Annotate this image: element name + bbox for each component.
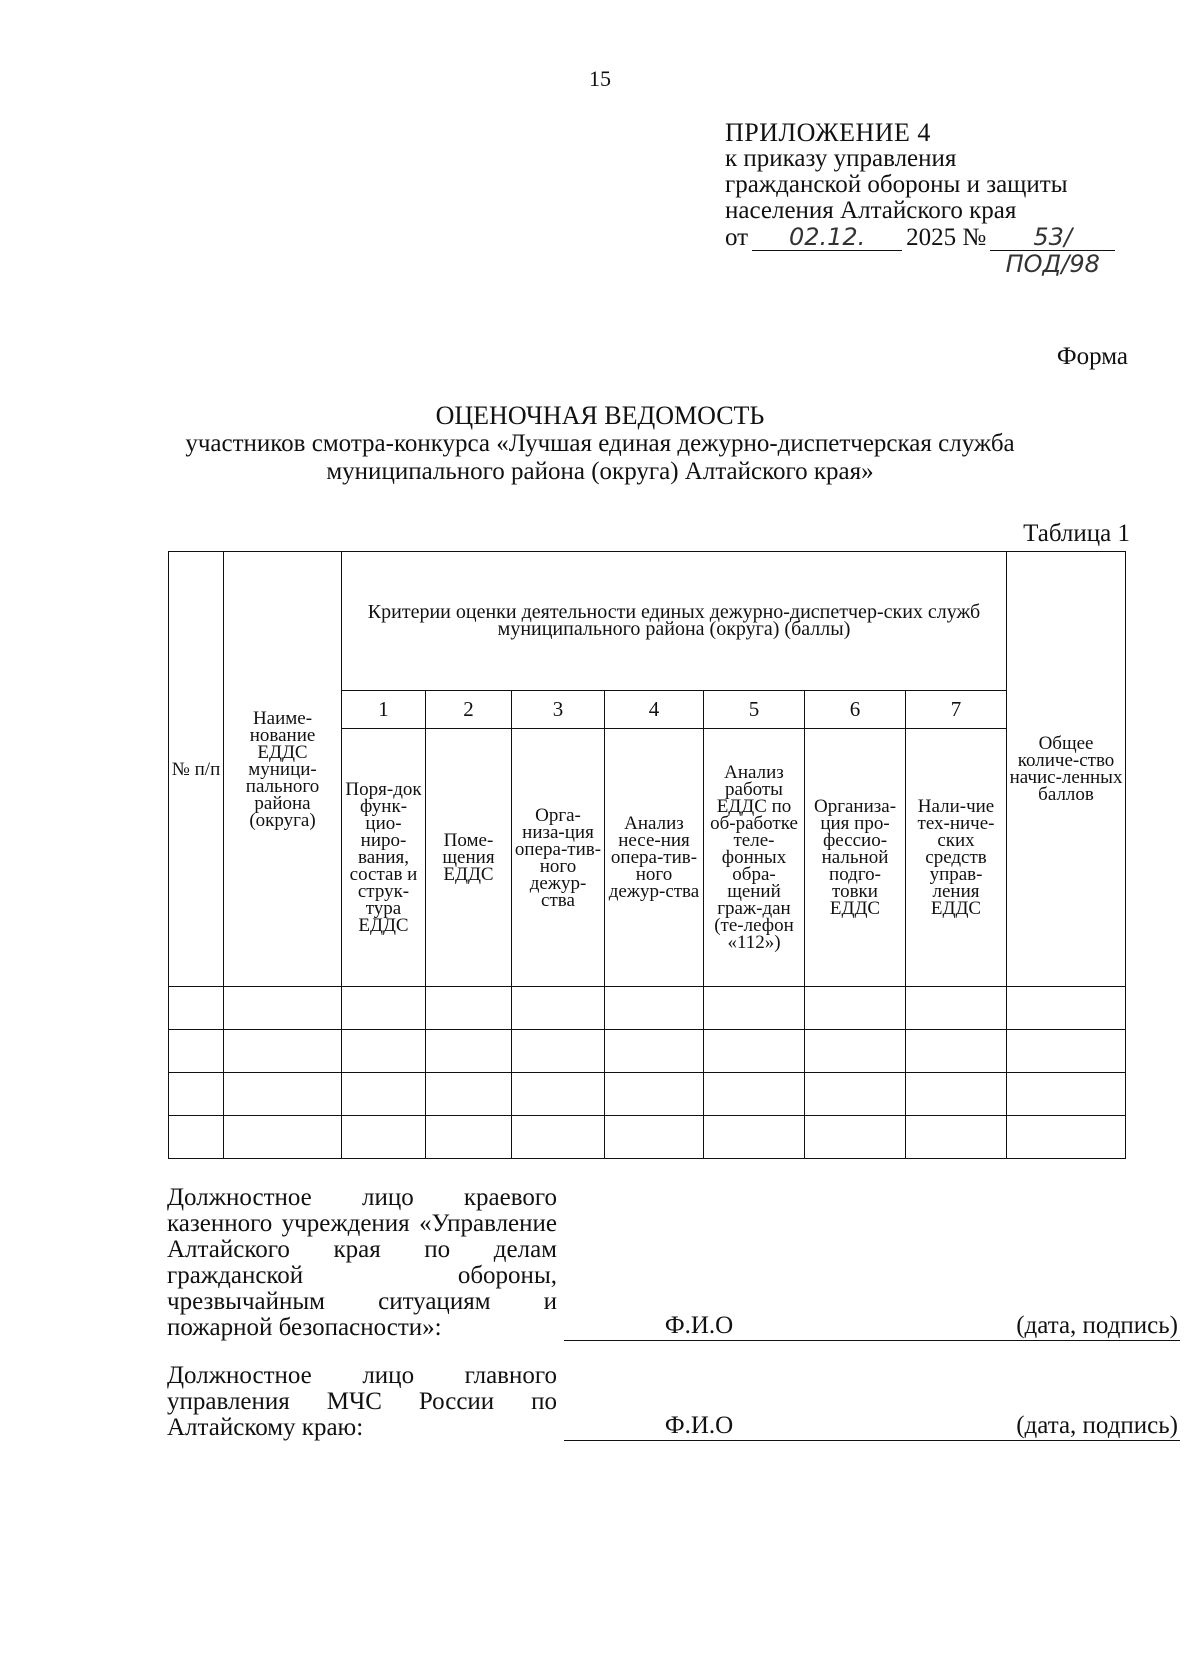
table-cell[interactable]	[704, 1030, 805, 1073]
signatory-position: Должностное лицо главного управления МЧС России по Алтайскому краю:	[167, 1362, 557, 1441]
header-criteria: Критерии оценки деятельности единых дежурно-диспетчер-ских служб муниципального района (округа) (баллы)	[342, 552, 1007, 691]
criterion-number: 5	[704, 691, 805, 729]
page-number: 15	[589, 66, 611, 91]
year-label: 2025 №	[906, 224, 987, 251]
table-cell[interactable]	[426, 1116, 512, 1159]
table-cell[interactable]	[169, 1073, 224, 1116]
appendix-title: ПРИЛОЖЕНИЕ 4	[725, 118, 931, 147]
date-signature-label: (дата, подпись)	[1016, 1312, 1178, 1339]
table-cell[interactable]	[342, 987, 426, 1030]
table-cell[interactable]	[704, 1073, 805, 1116]
table-cell[interactable]	[426, 1073, 512, 1116]
criterion-name: Поря-док функ-цио-ниро-вания, состав и струк-тура ЕДДС	[342, 729, 426, 987]
criterion-name: Поме-щения ЕДДС	[426, 729, 512, 987]
document-heading: ОЦЕНОЧНАЯ ВЕДОМОСТЬ	[435, 401, 765, 430]
table-cell[interactable]	[512, 1073, 605, 1116]
table-cell[interactable]	[1007, 1073, 1126, 1116]
table-cell[interactable]	[805, 1073, 906, 1116]
table-cell[interactable]	[342, 1116, 426, 1159]
table-cell[interactable]	[224, 1030, 342, 1073]
order-date-handwritten: 02.12.	[788, 223, 866, 251]
signatory-position: Должностное лицо краевого казенного учреждения «Управление Алтайского края по делам гражданской обороны, чрезвычайным ситуациям и пожарной безопасности»:	[167, 1184, 557, 1341]
table-cell[interactable]	[342, 1073, 426, 1116]
header-col-total: Общее количе-ство начис-ленных баллов	[1007, 552, 1126, 987]
criterion-number: 4	[605, 691, 704, 729]
document-title	[0, 402, 1200, 486]
criterion-name: Нали-чие тех-ниче-ских средств управ-ления ЕДДС	[906, 729, 1007, 987]
criterion-number: 3	[512, 691, 605, 729]
table-cell[interactable]	[169, 1030, 224, 1073]
table-cell[interactable]	[906, 987, 1007, 1030]
table-cell[interactable]	[426, 987, 512, 1030]
table-label: Таблица 1	[1023, 520, 1130, 547]
form-label: Форма	[1056, 343, 1128, 370]
criterion-number: 7	[906, 691, 1007, 729]
table-row	[169, 987, 1126, 1030]
signature-line[interactable]	[564, 1413, 1180, 1441]
order-number-handwritten: 53/ПОД/98	[1005, 223, 1100, 278]
table-cell[interactable]	[512, 987, 605, 1030]
table-cell[interactable]	[169, 987, 224, 1030]
table-cell[interactable]	[224, 1116, 342, 1159]
table-cell[interactable]	[512, 1030, 605, 1073]
document-subtitle-line-1: участников смотра-конкурса «Лучшая единая дежурно-диспетчерская служба	[185, 430, 1015, 457]
criterion-name: Анализ несе-ния опера-тив-ного дежур-ства	[605, 729, 704, 987]
appendix-line-2: гражданской обороны и защиты	[725, 171, 1068, 198]
table-cell[interactable]	[906, 1116, 1007, 1159]
criterion-number: 1	[342, 691, 426, 729]
table-cell[interactable]	[1007, 1116, 1126, 1159]
fio-label: Ф.И.О	[664, 1412, 734, 1439]
appendix-line-3: населения Алтайского края	[725, 197, 1017, 224]
table-cell[interactable]	[704, 987, 805, 1030]
date-signature-label: (дата, подпись)	[1016, 1412, 1178, 1439]
rating-table	[168, 551, 1126, 1159]
document-subtitle-line-2: муниципального района (округа) Алтайского края»	[326, 458, 874, 485]
order-number-field	[990, 223, 1115, 278]
table-cell[interactable]	[426, 1030, 512, 1073]
table-cell[interactable]	[605, 1073, 704, 1116]
table-cell[interactable]	[605, 1116, 704, 1159]
table-cell[interactable]	[805, 1116, 906, 1159]
order-date-field	[752, 224, 902, 251]
table-cell[interactable]	[605, 1030, 704, 1073]
appendix-line-1: к приказу управления	[725, 145, 957, 172]
criterion-name: Анализ работы ЕДДС по об-работке теле-фонных обра-щений граж-дан (те-лефон «112»)	[704, 729, 805, 987]
signature-line[interactable]	[564, 1313, 1180, 1341]
table-cell[interactable]	[1007, 1030, 1126, 1073]
table-cell[interactable]	[805, 987, 906, 1030]
table-row	[169, 1073, 1126, 1116]
table-row	[169, 1030, 1126, 1073]
signature-block-regional	[167, 1185, 1180, 1341]
order-reference	[725, 223, 1165, 278]
criterion-name: Орга-низа-ция опера-тив-ного дежур-ства	[512, 729, 605, 987]
table-cell[interactable]	[224, 987, 342, 1030]
signature-block-mchs	[167, 1363, 1180, 1441]
criterion-name: Организа-ция про-фессио-нальной подго-товки ЕДДС	[805, 729, 906, 987]
criterion-number: 6	[805, 691, 906, 729]
header-row-criteria	[169, 552, 1126, 691]
table-cell[interactable]	[805, 1030, 906, 1073]
table-cell[interactable]	[1007, 987, 1126, 1030]
table-cell[interactable]	[224, 1073, 342, 1116]
criterion-number: 2	[426, 691, 512, 729]
table-row	[169, 1116, 1126, 1159]
table-cell[interactable]	[512, 1116, 605, 1159]
table-cell[interactable]	[704, 1116, 805, 1159]
table-cell[interactable]	[906, 1030, 1007, 1073]
header-col-name: Наиме-нование ЕДДС муници-пального района (округа)	[224, 552, 342, 987]
from-label: от	[725, 224, 749, 251]
header-col-number: № п/п	[169, 552, 224, 987]
table-cell[interactable]	[605, 987, 704, 1030]
appendix-header	[725, 118, 1165, 278]
table-cell[interactable]	[342, 1030, 426, 1073]
fio-label: Ф.И.О	[664, 1312, 734, 1339]
table-cell[interactable]	[169, 1116, 224, 1159]
table-cell[interactable]	[906, 1073, 1007, 1116]
